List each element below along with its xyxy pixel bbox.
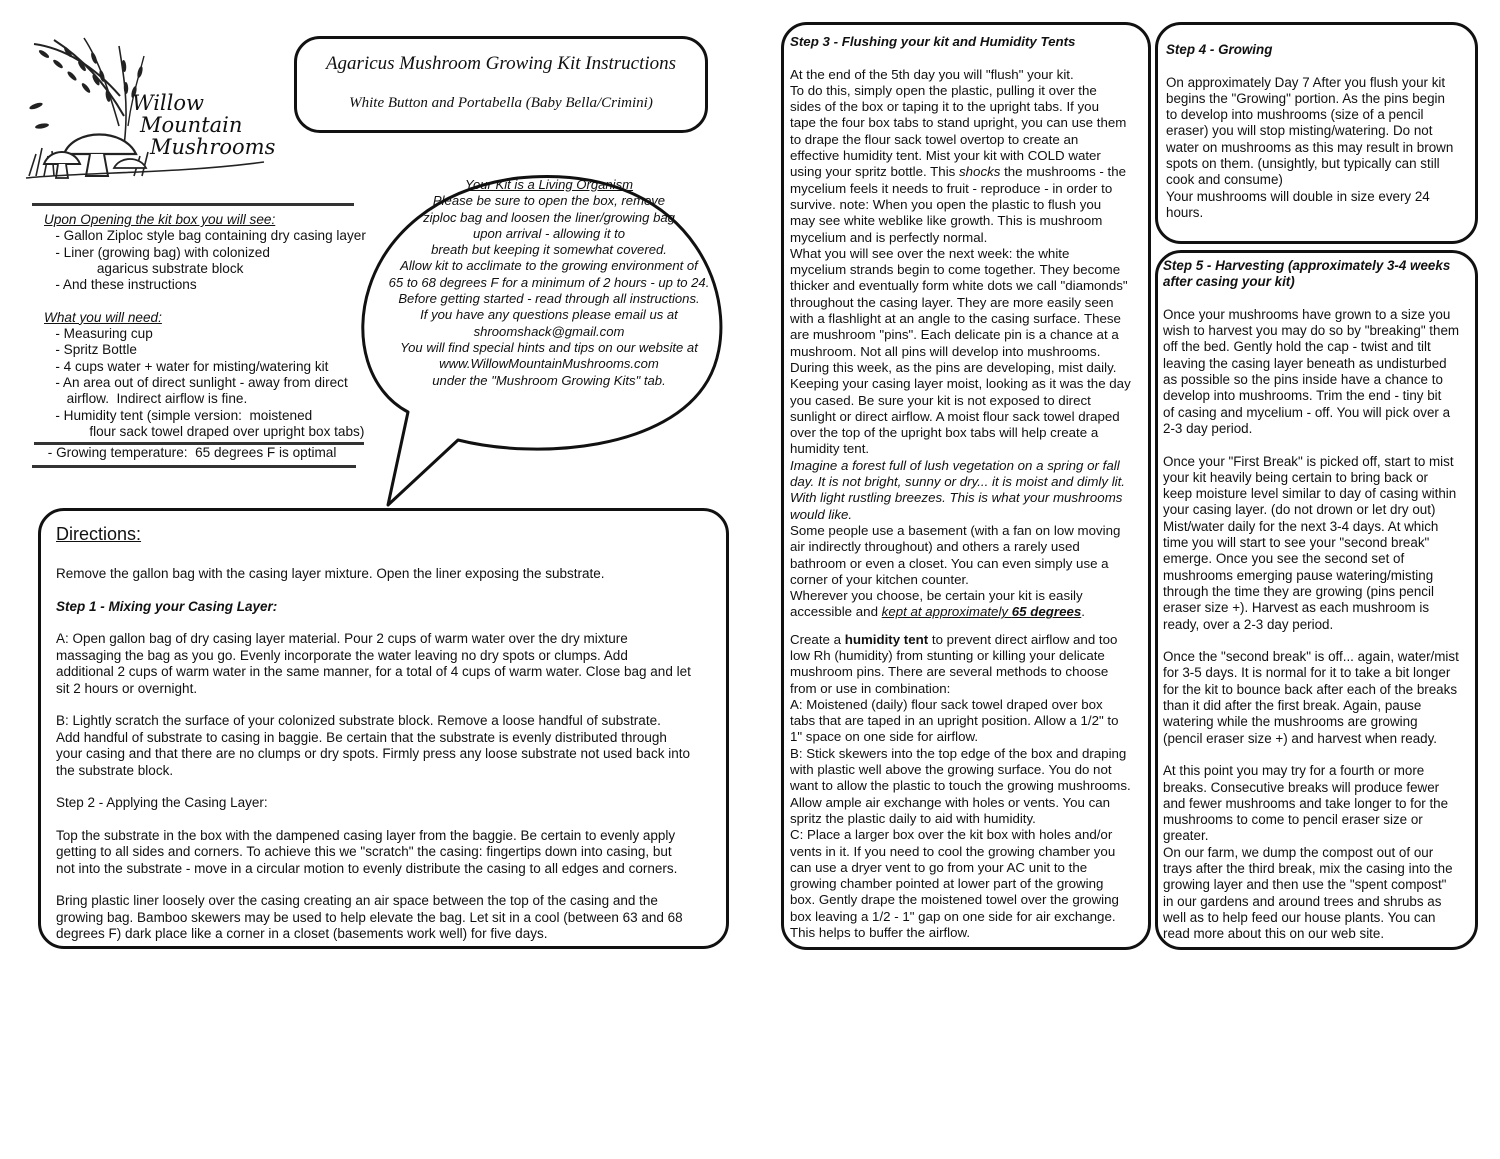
list-item: - An area out of direct sunlight - away from direct [44,374,348,390]
website-address: www.WillowMountainMushrooms.com [439,356,659,372]
list-item: - Spritz Bottle [44,342,137,358]
step2-heading: Step 2 - Applying the Casing Layer: [56,795,268,811]
list-item: - Measuring cup [44,326,153,342]
step3-location: Some people use a basement (with a fan on low moving air indirectly throughout) and others a rarely used bathroom or even a closet. You can even simply use a corner of your kitchen counter. Wherever you choose, be certain your kit is easily accessible and kept at approximately 65 degrees. [790,522,1121,620]
step5-p2: Once your "First Break" is picked off, start to mist your kit heavily being certain to bring back or keep moisture level similar to day of casing within your casing layer. (do not drown or let dry out) Mist/water daily for the next 3-4 days. At which time you will start to see your "second break" emerge. Once you see the second set of mushrooms emerging pause watering/misting through the time they are growing (pins pencil eraser size +). Harvest as each mushroom is ready, over a 2-3 day period. [1163,453,1457,632]
list-item: agaricus substrate block [44,260,244,276]
step5-heading: Step 5 - Harvesting (approximately 3-4 weeks after casing your kit) [1163,258,1451,290]
list-item: - 4 cups water + water for misting/watering kit [44,358,329,374]
email-address: shroomshack@gmail.com [473,323,625,339]
list-item: flour sack towel draped over upright box tabs) [44,423,365,439]
list-item: - Gallon Ziploc style bag containing dry casing layer [44,228,366,244]
step5-p1: Once your mushrooms have grown to a size you wish to harvest you may do so by "breaking" them off the bed. Gently hold the cap - twist and tilt leaving the casing layer beneath as undisturbed as possible so the pins inside have a chance to develop into mushrooms. Trim the end - tiny bit of casing and mycelium - off. You will pick over a 2-3 day period. [1163,306,1460,436]
need-heading: What you will need: [44,309,162,325]
step3-p1: At the end of the 5th day you will "flush" your kit. To do this, simply open the plastic, pulling it over the sides of the box or taping it to the upright tabs. If you tape the four box tabs to stand upright, you can use them to drape the flour sack towel overtop to create an effective humidity tent. Mist your kit with COLD water using your spritz bottle. This shocks the mushrooms - the mycelium feels it needs to fruit - reproduce - in order to survive. note: When you open the plastic to flush you may see white weblike like growth. This is mushroom mycelium and is perfectly normal. What you will see over the next week: the white mycelium strands begin to come together. They become thicker and eventually form white dots we call "diamonds" throughout the casing layer. They are more easily seen with a flashlight at an angle to the casing surface. These are mushroom "pins". Each delicate pin is a chance at a mushroom. Not all pins will develop into mushrooms. During this week, as the pins are developing, mist daily. Keeping your casing layer moist, looking as it was the day you cased. Be sure your kit is not exposed to direct sunlight or direct airflow. A moist flour sack towel draped over the top of the upright box tabs will help create a humidity tent. [790,66,1131,457]
step3-forest-note: Imagine a forest full of lush vegetation on a spring or fall day. It is not bright, sunny or dry... it is moist and dimly lit. With light rustling breezes. This is what your mushrooms would like. [790,457,1126,522]
step2-p2: Bring plastic liner loosely over the casing creating an air space between the top of the casing and the growing bag. Bamboo skewers may be used to help elevate the bag. Let sit in a cool (between 63 and 68 degrees F) dark place like a corner in a closet (basements work well) for five days. [56,893,683,942]
list-item: - Liner (growing bag) with colonized [44,244,270,260]
speech-bubble: Your Kit is a Living Organism Please be sure to open the box, remove ziploc bag and loosen the liner/growing bag upon arrival - allowing it to breath but keeping it somewhat covered. Allow kit to acclimate to the growing environment of 65 to 68 degrees F for a minimum of 2 hours - up to 24. Before getting started - read through all instructions. If you have any questions please email us at shroomshack@gmail.com You will find special hints and tips on our website at www.WillowMountainMushrooms.com under the "Mushroom Growing Kits" tab. [368,177,730,389]
opening-heading: Upon Opening the kit box you will see: [44,212,276,227]
bubble-heading: Your Kit is a Living Organism [464,177,634,192]
step4-body: On approximately Day 7 After you flush your kit begins the "Growing" portion. As the pins begin to develop into mushrooms (size of a pencil eraser) you will stop misting/watering. Do not water on mushrooms as this may result in brown spots on them. (unsightly, but typically can still cook and consume) Your mushrooms will double in size every 24 hours. [1166,74,1454,220]
directions-intro: Remove the gallon bag with the casing layer mixture. Open the liner exposing the substrate. [56,566,605,581]
logo-wordmark: Willow Mountain Mushrooms [132,91,276,159]
step3-heading: Step 3 - Flushing your kit and Humidity Tents [790,34,1076,49]
list-item: - And these instructions [44,277,197,293]
list-item: - Humidity tent (simple version: moistened [44,407,313,423]
page-subtitle: White Button and Portabella (Baby Bella/Crimini) [349,95,653,111]
page-title: Agaricus Mushroom Growing Kit Instructions [325,53,677,74]
step2-p1: Top the substrate in the box with the dampened casing layer from the baggie. Be certain to evenly apply getting to all sides and corners. To achieve this we "scratch" the casing: fingertips down into casing, but not into the substrate - move in a circular motion to evenly distribute the casing to all edges and corners. [56,827,678,876]
step3-p2: Create a humidity tent to prevent direct airflow and too low Rh (humidity) from stunting or killing your delicate mushroom pins. There are several methods to choose from or use in combination: A: Moistened (daily) flour sack towel draped over box tabs that are taped in an upright position. Allow a 1/2" to 1" space on one side for airflow. B: Stick skewers into the top edge of the box and draping with plastic well above the growing surface. You do not want to allow the plastic to touch the growing mushrooms. Allow ample air exchange with holes or vents. You can spritz the plastic daily to aid with humidity. C: Place a larger box over the kit box with holes and/or vents in it. If you need to cool the growing chamber you can use a dryer vent to go from your AC unit to the growing chamber pointed at lower part of the growing box. Gently drape the moistened towel over the growing box leaving a 1/2 - 1" gap on one side for air exchange. This helps to buffer the airflow. [790,631,1131,941]
list-item: - Growing temperature: 65 degrees F is optimal [34,442,364,461]
step1-a: A: Open gallon bag of dry casing layer material. Pour 2 cups of warm water over the dry mixture massaging the bag as you go. Evenly incorporate the water leaving no dry spots or clumps. Add additional 2 cups of warm water in the same manner, for a total of 4 cups of warm water. Close bag and let sit 2 hours or overnight. [56,631,691,696]
step5-section [1163,258,1475,942]
list-item: airflow. Indirect airflow is fine. [44,391,248,407]
step1-b: B: Lightly scratch the surface of your colonized substrate block. Remove a loose handful of substrate. Add handful of substrate to casing in baggie. Be certain that the substrate is evenly distributed through your casing and that there are no clumps or dry spots. Firmly press any loose substrate not used back into the substrate block. [56,713,691,778]
directions-body [56,566,724,943]
step5-p4: At this point you may try for a fourth or more breaks. Consecutive breaks will produce fewer and fewer mushrooms and take longer to for the mushrooms to come to pencil eraser size or greater. On our farm, we dump the compost out of our trays after the third break, mix the casing into the growing layer and then use the "spent compost" in our gardens and around trees and shrubs as well as to help feed our house plants. You can read more about this on our web site. [1163,763,1453,942]
directions-title: Directions: [56,524,142,544]
step4-section [1166,42,1472,221]
step5-p3: Once the "second break" is off... again, water/mist for 3-5 days. It is normal for it to take a bit longer for the kit to bounce back after each of the breaks than it did after the first break. Again, pause watering while the mushrooms are growing (pencil eraser size +) and harvest when ready. [1163,649,1459,746]
step1-heading: Step 1 - Mixing your Casing Layer: [56,598,278,614]
step3-section [790,34,1152,941]
title-box [294,36,708,133]
step4-heading: Step 4 - Growing [1166,42,1273,57]
